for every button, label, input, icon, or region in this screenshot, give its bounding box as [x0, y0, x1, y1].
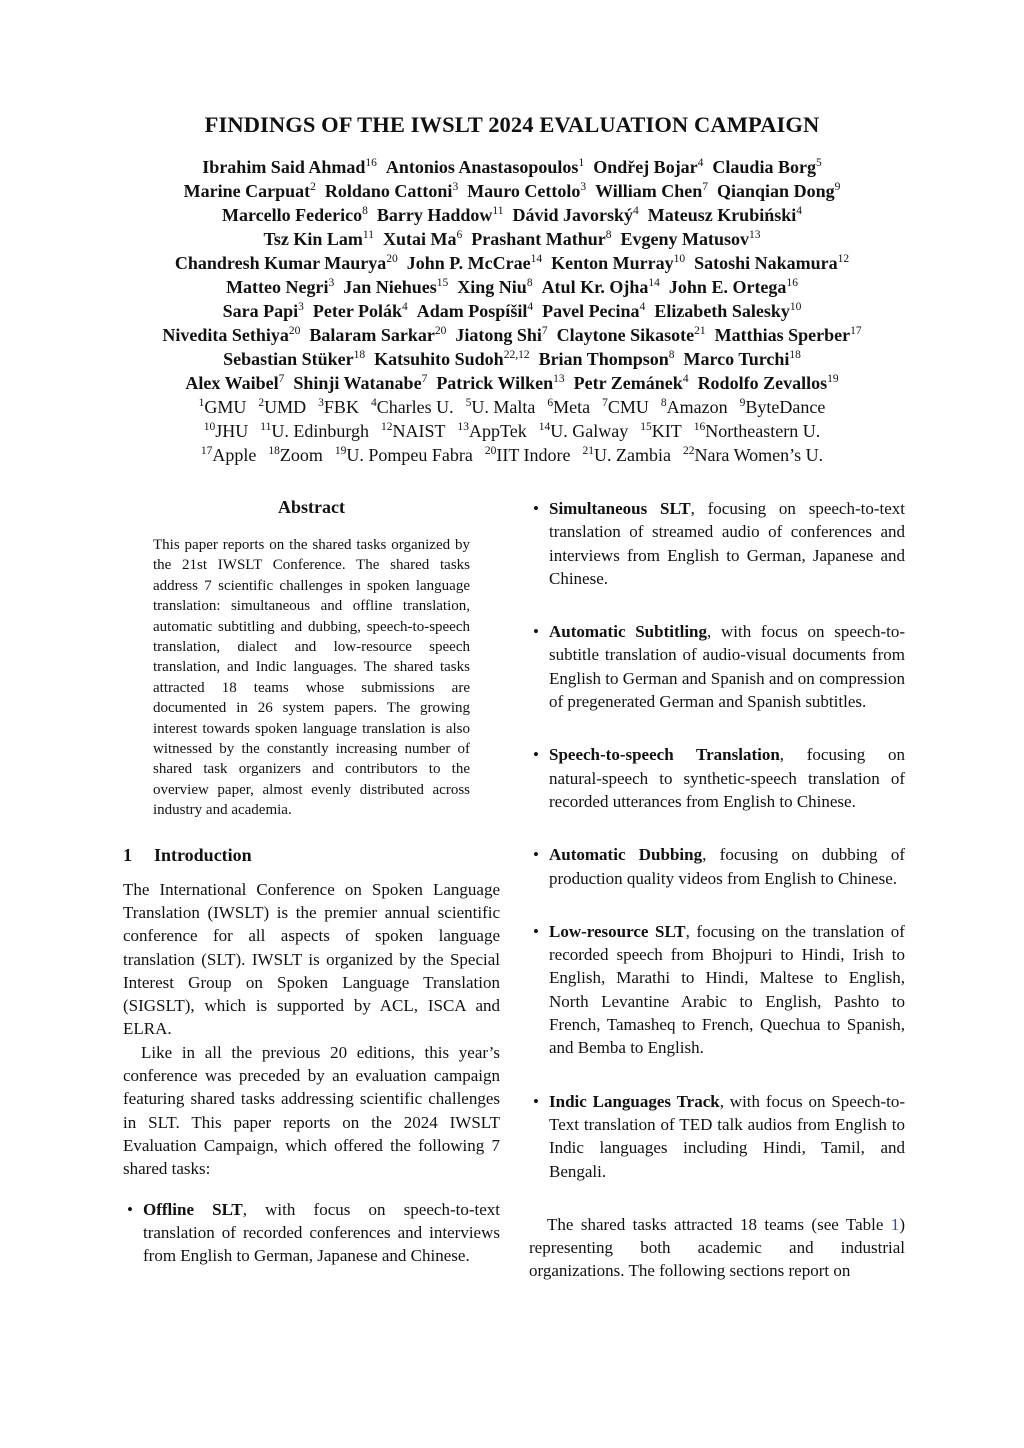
task-description: , with focus on speech-to-text translation of recorded conferences and interviews from English to German, Japanese and Chinese.	[143, 1199, 500, 1266]
author-name: Brian Thompson	[538, 349, 669, 369]
author-affiliation-mark: 18	[353, 349, 366, 361]
affiliation-item	[199, 397, 247, 417]
affiliation-item	[458, 421, 527, 441]
affiliation-item	[547, 397, 590, 417]
task-label: Simultaneous SLT	[549, 499, 691, 518]
affiliation-item	[268, 445, 323, 465]
affiliation-name: Northeastern U.	[705, 421, 821, 441]
author-line	[40, 299, 984, 323]
intro-paragraph-2: Like in all the previous 20 editions, this year’s conference was preceded by an evaluation campaign featuring shared tasks addressing scientific challenges in SLT. This paper reports on the 2024 IWSLT Evaluation Campaign, which offered the following 7 shared tasks:	[123, 1042, 500, 1179]
affiliation-name: U. Malta	[471, 397, 536, 417]
author-affiliation-mark: 8	[362, 205, 368, 217]
affiliation-number: 11	[260, 421, 272, 433]
affiliation-item	[740, 397, 826, 417]
affiliation-item	[640, 421, 682, 441]
author-affiliation-mark: 14	[530, 253, 543, 265]
task-description: , focusing on dubbing of production quality videos from English to Chinese.	[549, 845, 905, 888]
affiliation-number: 3	[318, 397, 324, 409]
closing-text-after: ) representing both academic and industrial organizations. The following sections report on	[529, 1214, 905, 1281]
author-name: Ondřej Bojar	[593, 157, 698, 177]
author-name: Pavel Pecina	[542, 301, 640, 321]
affiliation-name: U. Pompeu Fabra	[346, 445, 473, 465]
author-affiliation-mark: 3	[298, 301, 304, 313]
task-description: , with focus on speech-to-subtitle translation of audio-visual documents from English to German and Spanish and on compression of pregenerated German and Spanish subtitles.	[549, 622, 905, 712]
affiliation-number: 7	[602, 397, 608, 409]
author-affiliation-mark: 17	[850, 325, 862, 337]
author-name: Tsz Kin Lam	[263, 229, 363, 249]
affiliation-name: Nara Women’s U.	[694, 445, 824, 465]
task-list-right	[529, 497, 905, 1183]
author-name: Shinji Watanabe	[293, 373, 422, 393]
author-name: Claytone Sikasote	[556, 325, 695, 345]
bullet-icon: •	[533, 845, 539, 865]
list-item	[529, 497, 905, 590]
author-name: Nivedita Sethiya	[162, 325, 289, 345]
affiliation-item	[258, 397, 306, 417]
affiliation-number: 15	[640, 421, 652, 433]
author-name: Jiatong Shi	[455, 325, 542, 345]
affiliation-item	[371, 397, 454, 417]
task-label: Automatic Subtitling	[549, 622, 708, 642]
affiliation-number: 22	[682, 445, 695, 457]
author-name: Sara Papi	[222, 301, 299, 321]
author-affiliation-mark: 11	[362, 229, 374, 241]
task-description: , focusing on natural-speech to synthetic-speech translation of recorded utterances from English to Chinese.	[549, 745, 905, 811]
affiliation-name: Apple	[212, 445, 257, 465]
author-name: Elizabeth Salesky	[654, 301, 790, 321]
author-affiliation-mark: 13	[748, 229, 761, 241]
affiliation-number: 13	[457, 421, 470, 433]
task-label: Offline SLT	[143, 1199, 243, 1219]
author-affiliation-mark: 10	[789, 301, 802, 313]
affiliation-name: GMU	[204, 397, 247, 417]
author-name: William Chen	[595, 181, 703, 201]
author-affiliation-mark: 5	[815, 157, 822, 169]
task-description: , focusing on the translation of recorded speech from Bhojpuri to Hindi, Irish to English, Marathi to Hindi, Maltese to English, North Levantine Arabic to English, Pashto to French, Tamasheq to French, Quechua to Spanish, and Bemba to English.	[549, 921, 905, 1058]
author-affiliation-mark: 4	[402, 301, 408, 313]
affiliation-number: 6	[547, 397, 554, 409]
affiliation-number: 14	[538, 421, 551, 433]
affiliation-item	[694, 421, 820, 441]
author-name: Qianqian Dong	[717, 181, 835, 201]
author-name: Barry Haddow	[376, 205, 493, 225]
affiliation-item	[335, 445, 473, 465]
affiliation-line	[40, 419, 984, 443]
closing-paragraph	[529, 1213, 905, 1283]
author-name: Marcello Federico	[222, 205, 363, 225]
author-name: Xing Niu	[457, 277, 527, 297]
author-name: Claudia Borg	[712, 157, 816, 177]
author-name: Peter Polák	[312, 301, 403, 321]
affiliation-name: JHU	[215, 421, 249, 441]
affiliation-number: 5	[465, 397, 472, 409]
author-name: Rodolfo Zevallos	[697, 373, 828, 393]
author-affiliation-mark: 4	[682, 373, 689, 385]
bullet-icon: •	[533, 1091, 539, 1111]
bullet-icon: •	[533, 499, 539, 518]
bullet-icon: •	[533, 921, 539, 941]
affiliation-line	[40, 395, 984, 419]
author-affiliation-mark: 12	[837, 253, 850, 265]
author-affiliation-mark: 8	[668, 349, 675, 361]
affiliation-name: UMD	[264, 397, 307, 417]
table-1-link[interactable]: 1	[890, 1214, 900, 1234]
author-affiliation-mark: 16	[365, 157, 377, 169]
author-name: Marco Turchi	[683, 349, 790, 369]
author-affiliation-mark: 10	[673, 253, 686, 265]
author-name: Mauro Cettolo	[467, 181, 581, 201]
author-affiliation-mark: 2	[310, 181, 316, 193]
author-affiliation-mark: 3	[452, 181, 459, 193]
author-affiliation-mark: 8	[605, 229, 612, 241]
author-affiliation-mark: 4	[632, 205, 639, 217]
author-name: Roldano Cattoni	[324, 181, 453, 201]
section-title: Introduction	[154, 844, 252, 865]
affiliation-item	[485, 445, 571, 465]
list-item	[123, 1198, 500, 1268]
author-name: Marine Carpuat	[183, 181, 311, 201]
list-item	[529, 920, 905, 1060]
affiliation-number: 21	[582, 445, 594, 457]
author-affiliation-mark: 19	[827, 373, 839, 385]
author-affiliation-mark: 3	[580, 181, 587, 193]
affiliation-name: IIT Indore	[496, 445, 571, 465]
section-number: 1	[123, 844, 132, 865]
affiliation-line	[40, 443, 984, 467]
abstract-heading: Abstract	[278, 497, 345, 517]
author-name: Petr Zemánek	[573, 373, 683, 393]
affiliation-item	[381, 421, 446, 441]
author-affiliation-mark: 18	[789, 349, 801, 361]
affiliation-number: 12	[381, 421, 393, 433]
author-affiliation-mark: 7	[421, 373, 428, 385]
affiliation-item	[466, 397, 536, 417]
author-name: Adam Pospíšil	[416, 301, 528, 321]
affiliation-name: Meta	[553, 397, 591, 417]
task-label: Automatic Dubbing	[549, 845, 703, 865]
author-name: Satoshi Nakamura	[694, 253, 838, 273]
author-line	[40, 347, 984, 371]
affiliation-number: 20	[484, 445, 497, 457]
affiliation-name: AppTek	[469, 421, 527, 441]
author-affiliation-mark: 13	[553, 373, 565, 385]
affiliation-name: Charles U.	[376, 397, 454, 417]
author-name: Matthias Sperber	[714, 325, 851, 345]
task-label: Low-resource SLT	[549, 921, 686, 941]
author-affiliation-mark: 4	[697, 157, 704, 169]
author-affiliation-mark: 11	[492, 205, 504, 217]
author-line	[40, 227, 984, 251]
right-column	[529, 497, 905, 1283]
author-affiliation-mark: 8	[526, 277, 533, 289]
author-name: Prashant Mathur	[471, 229, 606, 249]
affiliation-name: U. Zambia	[593, 445, 671, 465]
affiliation-item	[260, 421, 369, 441]
affiliation-number: 19	[334, 445, 347, 457]
author-affiliation-mark: 16	[786, 277, 798, 289]
author-affiliation-mark: 21	[694, 325, 706, 337]
task-list-left	[123, 1198, 500, 1268]
author-affiliation-mark: 20	[288, 325, 301, 337]
affiliation-name: KIT	[651, 421, 682, 441]
author-affiliation-mark: 7	[541, 325, 548, 337]
author-affiliation-mark: 7	[278, 373, 285, 385]
paper-title: FINDINGS OF THE IWSLT 2024 EVALUATION CAMPAIGN	[204, 112, 820, 137]
bullet-icon: •	[533, 622, 539, 642]
author-name: Matteo Negri	[226, 277, 329, 297]
author-affiliation-mark: 3	[328, 277, 335, 289]
affiliation-item	[602, 397, 649, 417]
author-name: Xutai Ma	[382, 229, 457, 249]
author-name: Alex Waibel	[185, 373, 279, 393]
author-line	[40, 323, 984, 347]
affiliation-name: Zoom	[279, 445, 323, 465]
affiliation-number: 4	[370, 397, 377, 409]
author-affiliation-mark: 4	[639, 301, 646, 313]
author-name: Sebastian Stüker	[223, 349, 354, 369]
affiliation-name: Amazon	[666, 397, 728, 417]
affiliation-item	[318, 397, 359, 417]
affiliation-name: U. Edinburgh	[271, 421, 370, 441]
author-line	[40, 371, 984, 395]
author-affiliation-mark: 7	[702, 181, 709, 193]
list-item	[529, 1090, 905, 1183]
left-column	[123, 497, 500, 1267]
affiliation-number: 9	[739, 397, 746, 409]
author-name: Jan Niehues	[343, 277, 437, 297]
author-affiliation-mark: 15	[436, 277, 449, 289]
affiliation-item	[683, 445, 823, 465]
affiliation-item	[539, 421, 628, 441]
affiliation-list	[40, 395, 984, 467]
affiliation-number: 10	[203, 421, 216, 433]
task-label: Speech-to-speech Translation	[549, 745, 780, 765]
author-name: John E. Ortega	[668, 277, 787, 297]
section-heading-introduction	[123, 845, 500, 866]
author-name: Dávid Javorský	[512, 205, 633, 225]
abstract-text: This paper reports on the shared tasks organized by the 21st IWSLT Conference. The shared tasks address 7 scientific challenges in spoken language translation: simultaneous and offline translation, automatic subtitling and dubbing, speech-to-speech translation, dialect and low-resource speech translation, and Indic languages. The shared tasks attracted 18 teams whose submissions are documented in 26 system papers. The growing interest towards spoken language translation is also witnessed by the constantly increasing number of shared task organizers and contributors to the overview paper, almost evenly distributed across industry and academia.	[153, 537, 470, 819]
author-name: Patrick Wilken	[436, 373, 554, 393]
author-name: Atul Kr. Ojha	[541, 277, 649, 297]
author-list	[40, 155, 984, 395]
author-affiliation-mark: 4	[527, 301, 534, 313]
task-description: , focusing on speech-to-text translation of streamed audio of conferences and interviews from English to German, Japanese and Chinese.	[549, 499, 905, 588]
author-affiliation-mark: 20	[386, 253, 398, 265]
bullet-icon: •	[127, 1199, 133, 1219]
author-affiliation-mark: 6	[456, 229, 463, 241]
affiliation-item	[582, 445, 670, 465]
affiliation-name: ByteDance	[745, 397, 826, 417]
task-description: , with focus on Speech-to-Text translation of TED talk audios from English to Indic languages including Hindi, Tamil, and Bengali.	[549, 1091, 905, 1181]
author-name: Antonios Anastasopoulos	[385, 157, 579, 177]
affiliation-number: 17	[200, 445, 213, 457]
affiliation-number: 2	[258, 397, 265, 409]
affiliation-number: 8	[660, 397, 667, 409]
affiliation-item	[661, 397, 728, 417]
author-affiliation-mark: 20	[434, 325, 447, 337]
affiliation-item	[204, 421, 249, 441]
author-line	[40, 203, 984, 227]
author-line	[40, 275, 984, 299]
affiliation-number: 1	[198, 397, 205, 409]
affiliation-name: FBK	[323, 397, 359, 417]
author-affiliation-mark: 14	[648, 277, 660, 289]
closing-text-before: The shared tasks attracted 18 teams (see Table	[547, 1214, 891, 1234]
affiliation-item	[201, 445, 257, 465]
affiliation-number: 18	[268, 445, 280, 457]
bullet-icon: •	[533, 745, 539, 765]
list-item	[529, 620, 905, 713]
author-name: Evgeny Matusov	[620, 229, 749, 249]
affiliation-name: CMU	[607, 397, 649, 417]
task-label: Indic Languages Track	[549, 1091, 720, 1111]
affiliation-name: U. Galway	[550, 421, 629, 441]
author-name: John P. McCrae	[406, 253, 531, 273]
author-affiliation-mark: 1	[578, 157, 585, 169]
affiliation-number: 16	[693, 421, 706, 433]
author-name: Mateusz Krubiński	[647, 205, 797, 225]
author-name: Katsuhito Sudoh	[374, 349, 504, 369]
intro-paragraph-1: The International Conference on Spoken Language Translation (IWSLT) is the premier annual scientific conference for all aspects of spoken language translation (SLT). IWSLT is organized by the Special Interest Group on Spoken Language Translation (SIGSLT), which is supported by ACL, ISCA and ELRA.	[123, 879, 500, 1039]
affiliation-name: NAIST	[392, 421, 446, 441]
author-line	[40, 155, 984, 179]
author-name: Ibrahim Said Ahmad	[202, 157, 366, 177]
list-item	[529, 843, 905, 890]
author-affiliation-mark: 9	[834, 181, 841, 193]
author-name: Chandresh Kumar Maurya	[174, 253, 387, 273]
author-name: Balaram Sarkar	[309, 325, 435, 345]
author-line	[40, 179, 984, 203]
list-item	[529, 743, 905, 813]
author-name: Kenton Murray	[551, 253, 674, 273]
author-affiliation-mark: 22,12	[503, 349, 530, 361]
author-line	[40, 251, 984, 275]
author-affiliation-mark: 4	[796, 205, 802, 217]
